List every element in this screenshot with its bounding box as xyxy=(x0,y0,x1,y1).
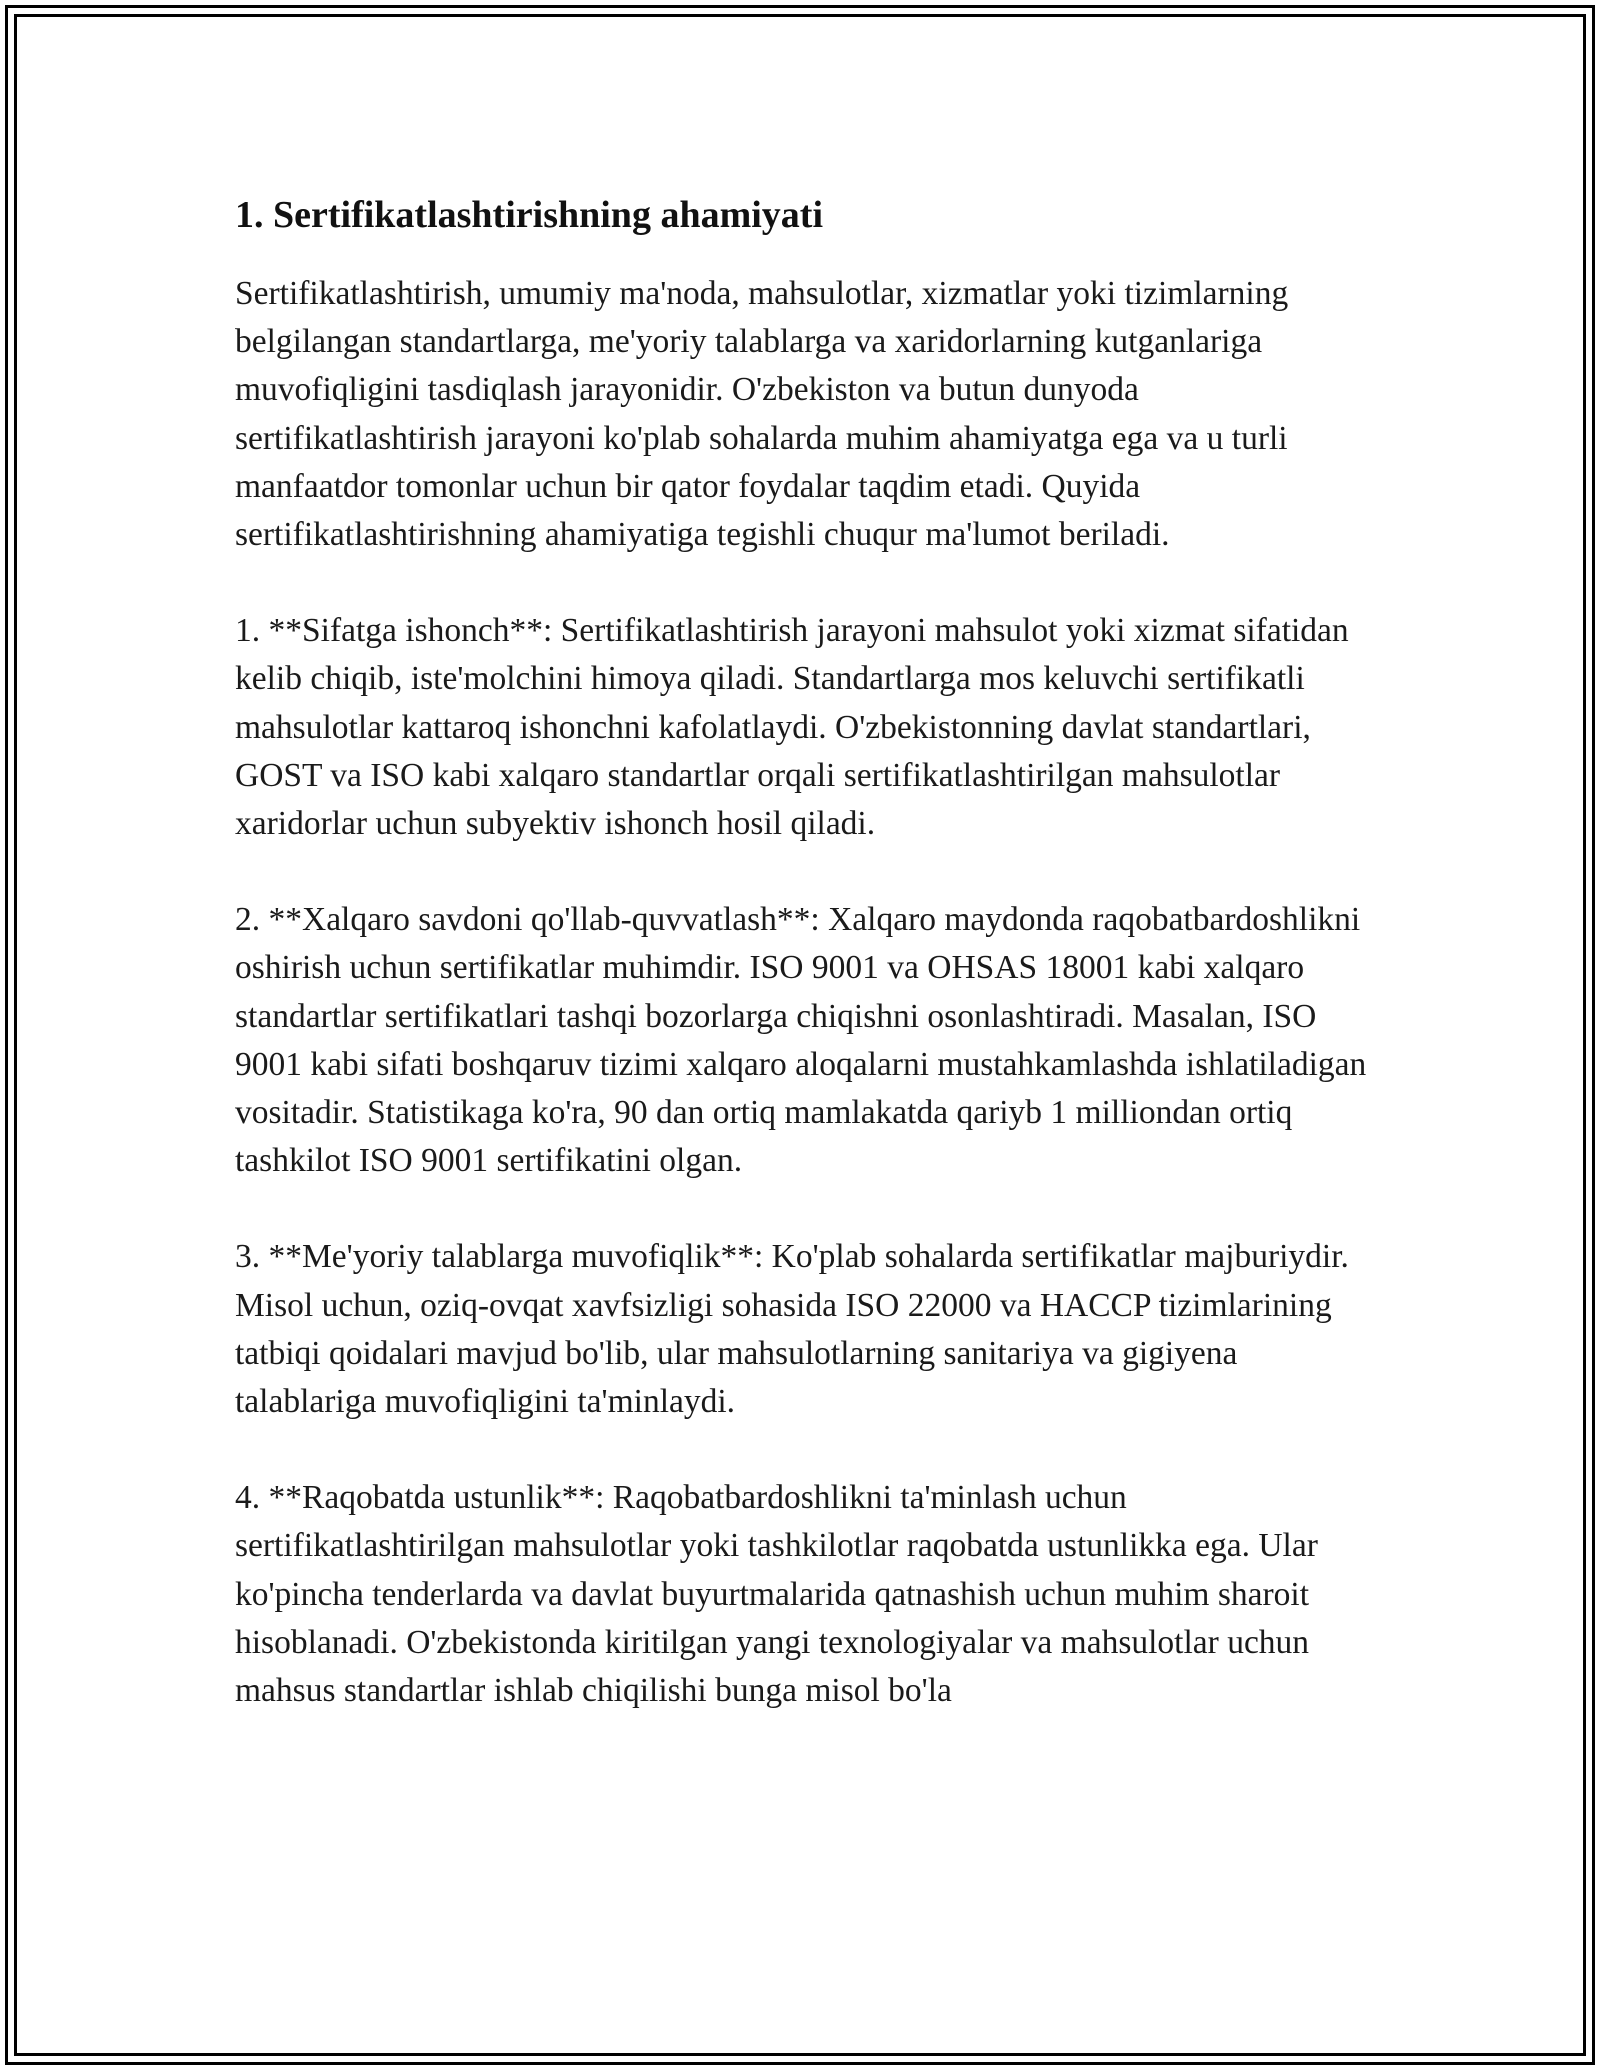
list-item-meyoriy-talablar: 3. **Me'yoriy talablarga muvofiqlik**: Ko'plab sohalarda sertifikatlar majburiydir. Misol uchun, oziq-ovqat xavfsizligi sohasida ISO 22000 va HACCP tizimlarining tatbiqi qoidalari mavjud bo'lib, ular mahsulotlarning sanitariya va gigiyena talablariga muvofiqligini ta'minlaydi. xyxy=(235,1238,1349,1421)
intro-paragraph: Sertifikatlashtirish, umumiy ma'noda, mahsulotlar, xizmatlar yoki tizimlarning belgilangan standartlarga, me'yoriy talablarga va xaridorlarning kutganlariga muvofiqligini tasdiqlash jarayonidir. O'zbekiston va butun dunyoda sertifikatlashtirish jarayoni ko'plab sohalarda muhim ahamiyatga ega va u turli manfaatdor tomonlar uchun bir qator foydalar taqdim etadi. Quyida sertifikatlashtirishning ahamiyatiga tegishli chuqur ma'lumot beriladi. xyxy=(235,275,1289,554)
list-item-xalqaro-savdo: 2. **Xalqaro savdoni qo'llab-quvvatlash**: Xalqaro maydonda raqobatbardoshlikni oshirish uchun sertifikatlar muhimdir. ISO 9001 va OHSAS 18001 kabi xalqaro standartlar sertifikatlari tashqi bozorlarga chiqishni osonlashtiradi. Masalan, ISO 9001 kabi sifati boshqaruv tizimi xalqaro aloqalarni mustahkamlashda ishlatiladigan vositadir. Statistikaga ko'ra, 90 dan ortiq mamlakatda qariyb 1 milliondan ortiq tashkilot ISO 9001 sertifikatini olgan. xyxy=(235,901,1367,1180)
section-heading: 1. Sertifikatlashtirishning ahamiyati xyxy=(235,194,823,236)
list-item-sifatga-ishonch: 1. **Sifatga ishonch**: Sertifikatlashtirish jarayoni mahsulot yoki xizmat sifatidan kelib chiqib, iste'molchini himoya qiladi. Standartlarga mos keluvchi sertifikatli mahsulotlar kattaroq ishonchni kafolatlaydi. O'zbekistonning davlat standartlari, GOST va ISO kabi xalqaro standartlar orqali sertifikatlashtirilgan mahsulotlar xaridorlar uchun subyektiv ishonch hosil qiladi. xyxy=(235,612,1349,843)
list-item-raqobatda-ustunlik: 4. **Raqobatda ustunlik**: Raqobatbardoshlikni ta'minlash uchun sertifikatlashtirilgan mahsulotlar yoki tashkilotlar raqobatda ustunlikka ega. Ular ko'pincha tenderlarda va davlat buyurtmalarida qatnashish uchun muhim sharoit hisoblanadi. O'zbekistonda kiritilgan yangi texnologiyalar va mahsulotlar uchun mahsus standartlar ishlab chiqilishi bunga misol bo'la xyxy=(235,1479,1318,1710)
document-body xyxy=(235,190,1370,1763)
